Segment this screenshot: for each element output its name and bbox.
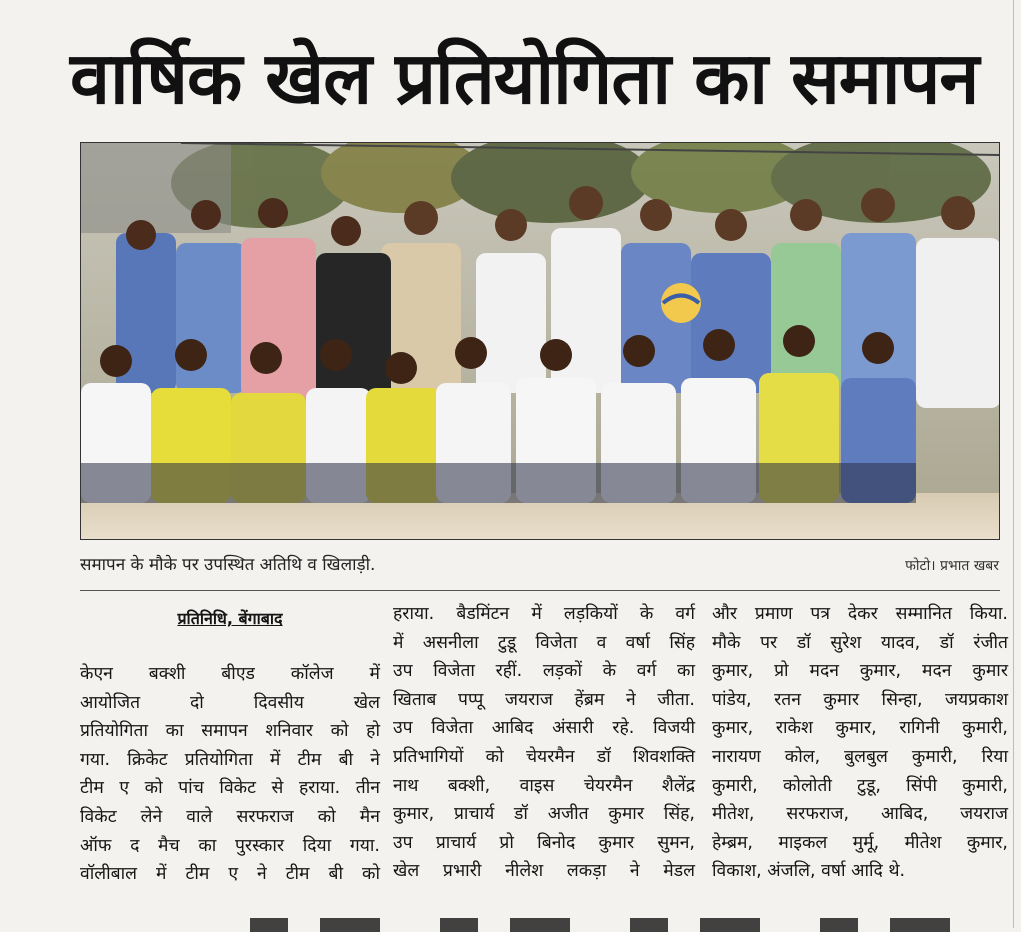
article-line: गया. क्रिकेट प्रतियोगिता में टीम बी ने [80, 749, 380, 770]
article-line: खेल प्रभारी नीलेश लकड़ा ने मेडल [393, 861, 695, 882]
article-line: कुमार, राकेश कुमार, रागिनी कुमारी, [712, 718, 1008, 739]
group-photo [80, 142, 1000, 540]
article-line: कुमार, प्राचार्य डॉ अजीत कुमार सिंह, [393, 804, 695, 825]
article-line: केएन बक्शी बीएड कॉलेज में [80, 664, 380, 684]
article-line: मौके पर डॉ सुरेश यादव, डॉ रंजीत [712, 632, 1008, 653]
article-line: नारायण कोल, बुलबुल कुमारी, रिया [712, 746, 1008, 767]
headline: वार्षिक खेल प्रतियोगिता का समापन [70, 36, 979, 120]
article-line: हराया. बैडमिंटन में लड़कियों के वर्ग [393, 604, 695, 624]
byline: प्रतिनिधि, बेंगाबाद [177, 609, 283, 628]
article-line: उप प्राचार्य प्रो बिनोद कुमार सुमन, [393, 832, 695, 853]
article-line: विकेट लेने वाले सरफराज को मैन [80, 806, 380, 827]
article-line: में असनीला टुडू विजेता व वर्षा सिंह [393, 632, 695, 653]
article-line: प्रतिभागियों को चेयरमैन डॉ शिवशक्ति [393, 746, 695, 767]
article-line: उप विजेता आबिद अंसारी रहे. विजयी [393, 718, 695, 739]
article-line: हेम्ब्रम, माइकल मुर्मू, मीतेश कुमार, [712, 832, 1008, 853]
article-line: वॉलीबाल में टीम ए ने टीम बी को [80, 864, 380, 885]
article-line: खिताब पप्पू जयराज हेंब्रम ने जीता. [393, 689, 695, 710]
article-line: उप विजेता रहीं. लड़कों के वर्ग का [393, 661, 695, 682]
article-line: ऑफ द मैच का पुरस्कार दिया गया. [80, 835, 380, 856]
divider [80, 590, 1000, 591]
next-headline-fragment [250, 918, 950, 932]
article-line: आयोजित दो दिवसीय खेल [80, 692, 380, 713]
article-line: पांडेय, रतन कुमार सिन्हा, जयप्रकाश [712, 689, 1008, 710]
photo-caption: समापन के मौके पर उपस्थित अतिथि व खिलाड़ी. [80, 555, 376, 575]
article-line: टीम ए को पांच विकेट से हराया. तीन [80, 778, 380, 799]
article-line: कुमार, प्रो मदन कुमार, मदन कुमार [712, 661, 1008, 682]
article-line: और प्रमाण पत्र देकर सम्मानित किया. [712, 604, 1008, 624]
photo-credit: फोटो। प्रभात खबर [905, 558, 999, 574]
article-column-3 [712, 600, 1008, 886]
article-line: नाथ बक्शी, वाइस चेयरमैन शैलेंद्र [393, 775, 695, 796]
article-line: मीतेश, सरफराज, आबिद, जयराज [712, 804, 1008, 825]
article-line: कुमारी, कोलोती टुडू, सिंपी कुमारी, [712, 775, 1008, 796]
article-line: विकाश, अंजलि, वर्षा आदि थे. [712, 861, 906, 882]
article-line: प्रतियोगिता का समापन शनिवार को हो [80, 721, 380, 742]
article-column-2 [393, 600, 695, 886]
column-rule [1013, 0, 1014, 928]
article-column-1 [80, 600, 380, 889]
